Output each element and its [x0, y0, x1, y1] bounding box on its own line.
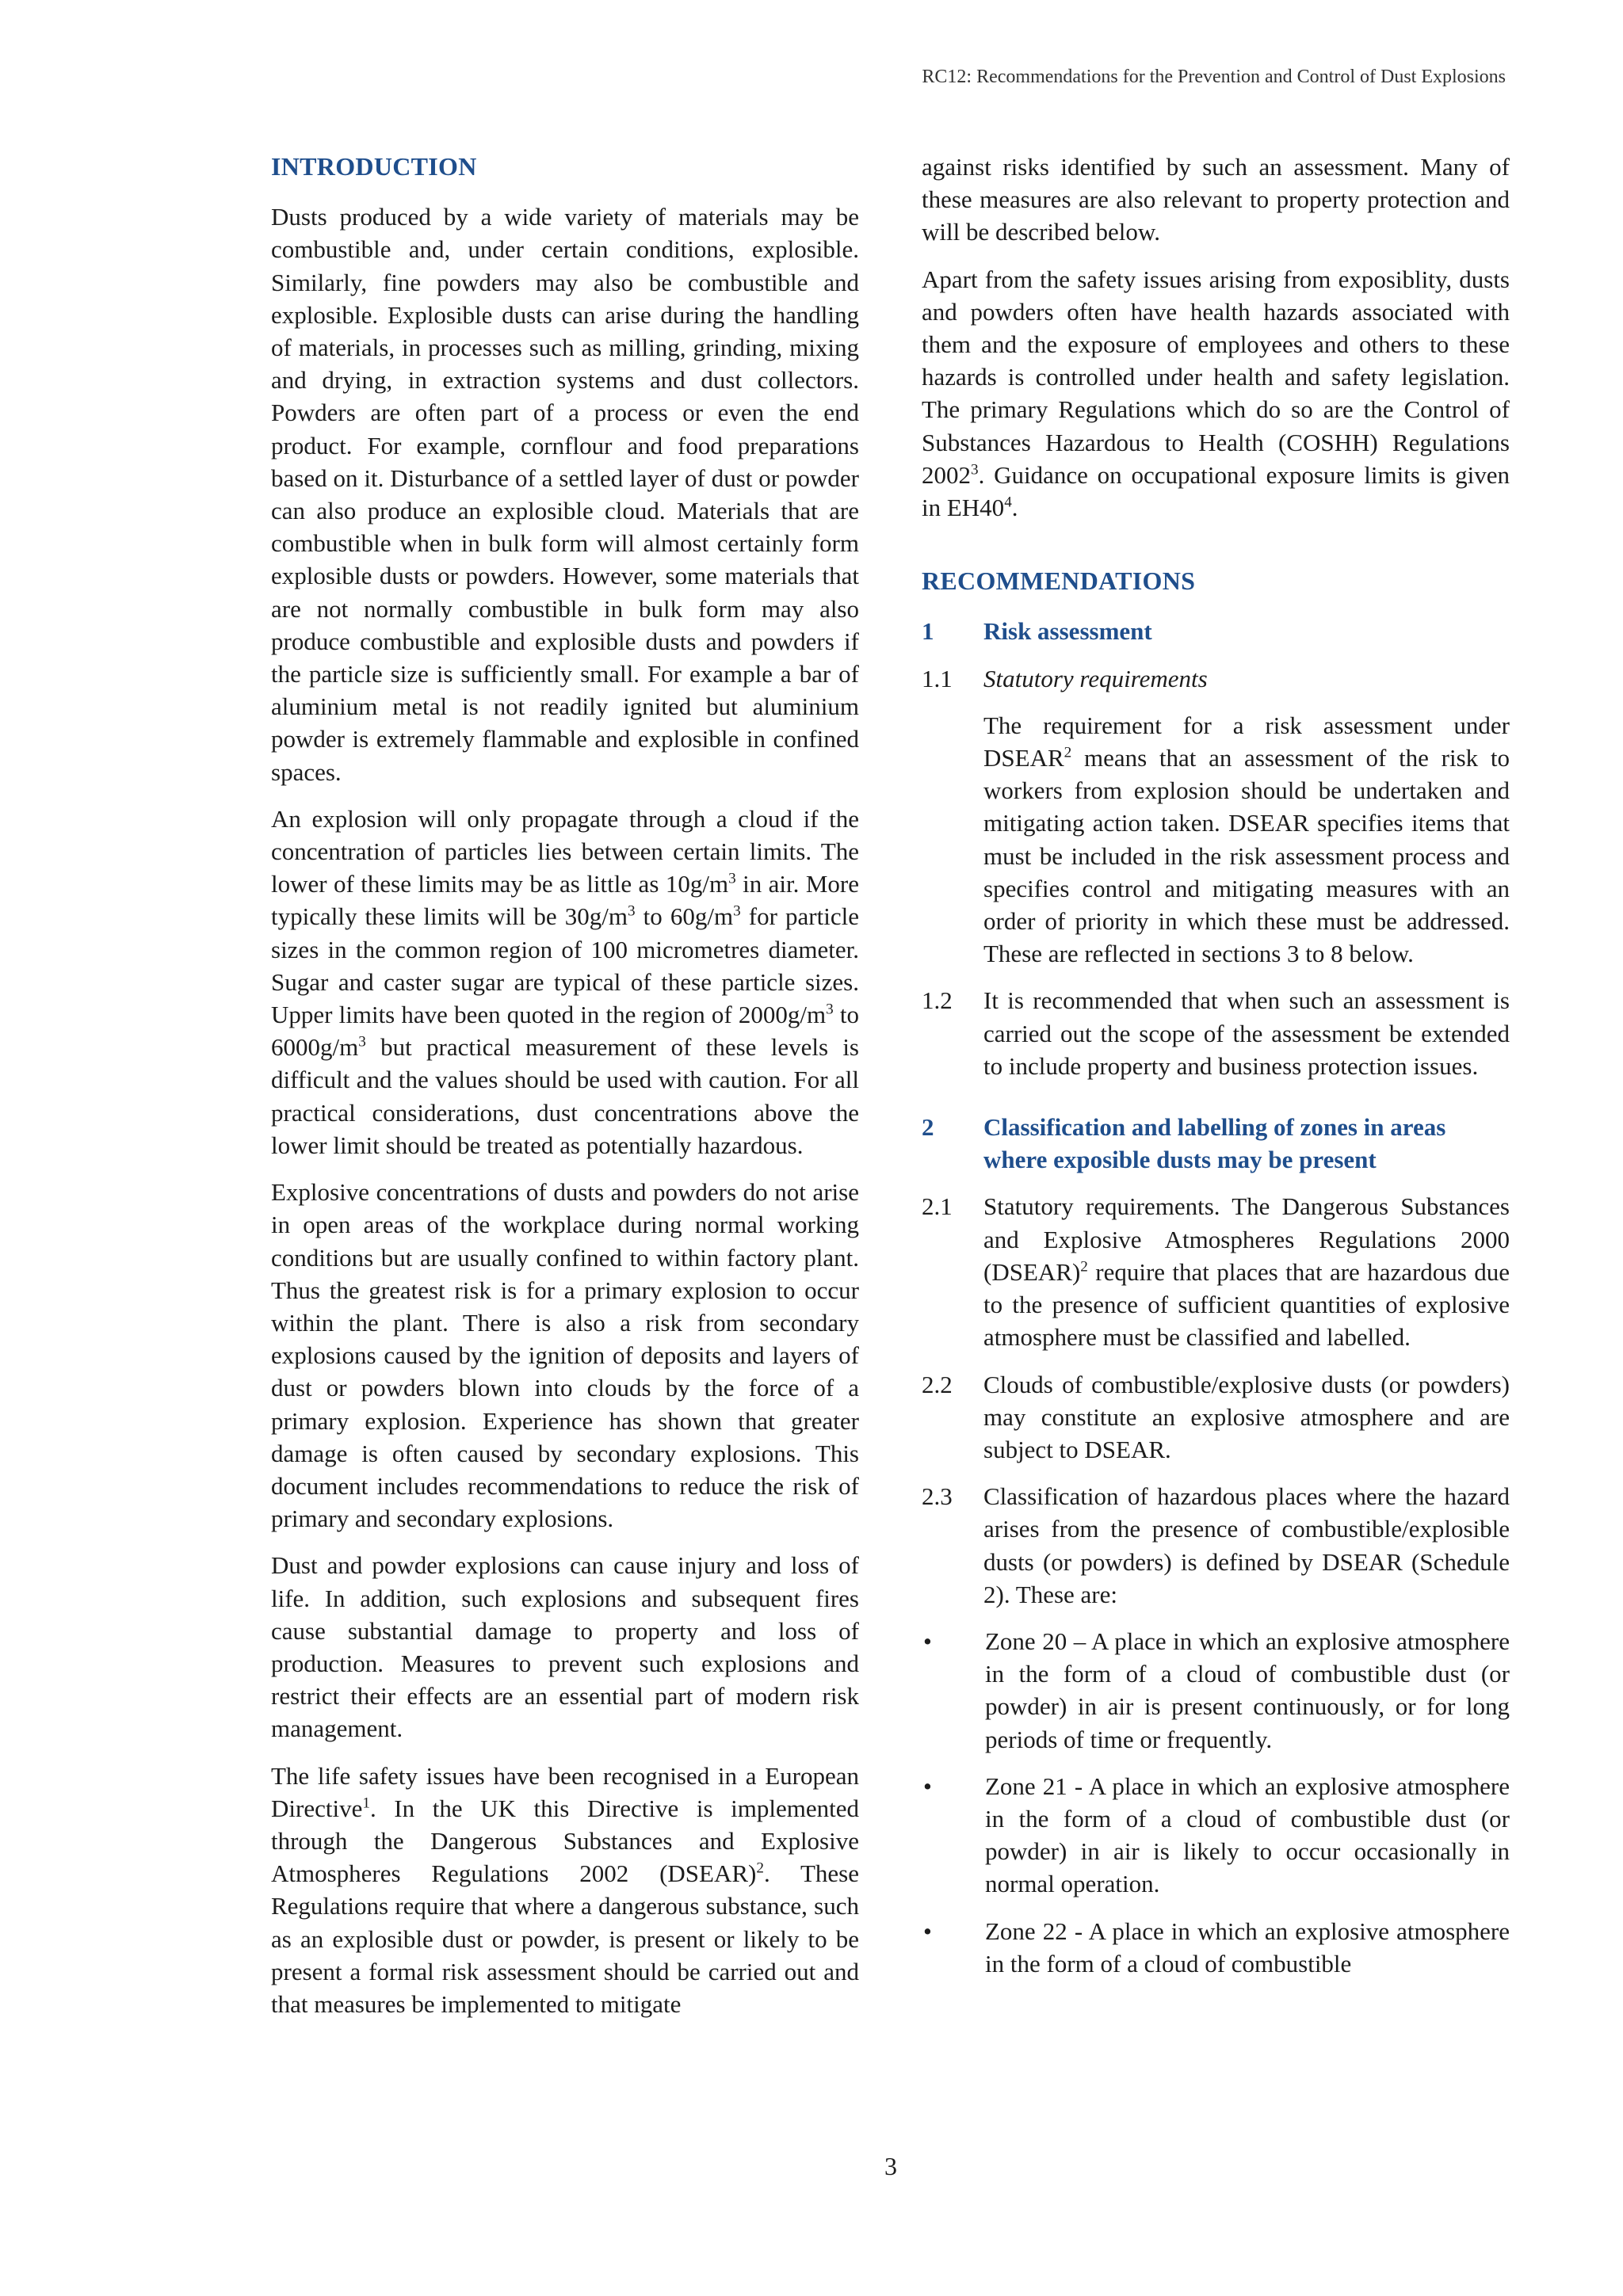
section-1-heading	[922, 615, 1510, 647]
section-2-heading	[922, 1111, 1510, 1176]
introduction-heading: INTRODUCTION	[271, 152, 477, 181]
zone-22-bullet	[922, 1915, 1510, 1980]
item-2-2-number: 2.2	[922, 1370, 953, 1398]
item-1-1-body: The requirement for a risk assessment under DSEAR$^2$ means that an assessment of the risk to workers from explosion should be undertaken and mitigating action taken. DSEAR specifies items that must be included in the risk assessment process and specifies control and mitigating measures with an order of priority in which these must be addressed. These are reflected in sections 3 to 8 below.	[983, 711, 1510, 968]
zone-20-bullet	[922, 1625, 1510, 1756]
continued-paragraph: against risks identified by such an assessment. Many of these measures are also relevant to property protection and will be described below.	[922, 153, 1510, 246]
section-2-title: Classification and labelling of zones in areas where exposible dusts may be present	[983, 1113, 1446, 1174]
item-2-3-number: 2.3	[922, 1482, 953, 1511]
health-hazards-paragraph: Apart from the safety issues arising from exposiblity, dusts and powders often have health hazards associated with them and the exposure of employees and others to these hazards is controlled under health and safety legislation. The primary Regulations which do so are the Control of Substances Hazardous to Health (COSHH) Regulations 2002$^3$. Guidance on occupational exposure limits is given in $EH40^4$.	[922, 265, 1510, 522]
intro-paragraph-5: The life safety issues have been recognised in a European Directive$^1$. In the UK this Directive is implemented through the Dangerous Substances and Explosive Atmospheres Regulations 2002 (DSEAR)$^2$. These Regulations require that where a dangerous substance, such as an explosible dust or powder, is present or likely to be present a formal risk assessment should be carried out and that measures be implemented to mitigate	[271, 1761, 859, 2018]
item-1-1	[922, 662, 1510, 695]
running-header: RC12: Recommendations for the Prevention and Control of Dust Explosions	[922, 67, 1506, 87]
item-1-2	[922, 984, 1510, 1082]
item-1-2-number: 1.2	[922, 986, 953, 1015]
bullet-icon: •	[923, 1772, 932, 1800]
bullet-icon: •	[923, 1917, 932, 1945]
item-1-1-title: Statutory requirements	[983, 664, 1208, 692]
intro-paragraph-1: Dusts produced by a wide variety of materials may be combustible and, under certain conditions, explosible. Similarly, fine powders may also be combustible and explosible. Explosible dusts can arise during the handling of materials, in processes such as milling, grinding, mixing and drying, in extraction systems and dust collectors. Powders are often part of a process or even the end product. For example, cornflour and food preparations based on it. Disturbance of a settled layer of dust or powder can also produce an explosible cloud. Materials that are combustible when in bulk form will almost certainly form explosible dusts or powders. However, some materials that are not normally combustible in bulk form may also produce combustible and explosible dusts and powders if the particle size is sufficiently small. For example a bar of aluminium metal is not readily ignited but aluminium powder is extremely flammable and explosible in confined spaces.	[271, 203, 859, 786]
section-1-number: 1	[922, 617, 934, 646]
zone-21-bullet	[922, 1770, 1510, 1901]
item-2-1	[922, 1190, 1510, 1353]
item-2-2-text: Clouds of combustible/explosive dusts (or powders) may constitute an explosive atmosphere and are subject to DSEAR.	[983, 1370, 1510, 1463]
item-2-3	[922, 1480, 1510, 1611]
recommendations-heading: RECOMMENDATIONS	[922, 566, 1196, 596]
bullet-icon: •	[923, 1627, 932, 1655]
section-1-title: Risk assessment	[983, 617, 1152, 646]
left-column	[271, 151, 859, 2035]
intro-paragraph-3: Explosive concentrations of dusts and powders do not arise in open areas of the workplace during normal working conditions but are usually confined to within factory plant. Thus the greatest risk is for a primary explosion to occur within the plant. There is also a risk from secondary explosions caused by the ignition of deposits and layers of dust or powders blown into clouds by the force of a primary explosion. Experience has shown that greater damage is often caused by secondary explosions. This document includes recommendations to reduce the risk of primary and secondary explosions.	[271, 1178, 859, 1533]
right-column	[922, 151, 1510, 1994]
item-1-1-number: 1.1	[922, 664, 953, 692]
item-2-1-text: Statutory requirements. The Dangerous Substances and Explosive Atmospheres Regulations 2000 (DSEAR)$^2$ require that places that are hazardous due to the presence of sufficient quantities of explosive atmosphere must be classified and labelled.	[983, 1192, 1510, 1352]
section-2-number: 2	[922, 1113, 934, 1142]
item-1-2-text: It is recommended that when such an assessment is carried out the scope of the assessment be extended to include property and business protection issues.	[983, 986, 1510, 1080]
zone-21-text: Zone 21 - A place in which an explosive atmosphere in the form of a cloud of combustible dust (or powder) in air is likely to occur occasionally in normal operation.	[985, 1772, 1510, 1898]
zone-20-text: Zone 20 – A place in which an explosive atmosphere in the form of a cloud of combustible dust (or powder) in air is present continuously, or for long periods of time or frequently.	[985, 1627, 1510, 1753]
page-number: 3	[884, 2152, 897, 2180]
item-2-1-number: 2.1	[922, 1192, 953, 1221]
intro-paragraph-2: An explosion will only propagate through a cloud if the concentration of particles lies between certain limits. The lower of these limits may be as little as $10g/m^3$ in air. More typically these limits will be $30g/m^3$ to $60g/m^3$ for particle sizes in the common region of 100 micrometres diameter. Sugar and caster sugar are typical of these particle sizes. Upper limits have been quoted in the region of $2000g/m^3$ to $6000g/m^3$ but practical measurement of these levels is difficult and the values should be used with caution. For all practical considerations, dust concentrations above the lower limit should be treated as potentially hazardous.	[271, 804, 859, 1159]
intro-paragraph-4: Dust and powder explosions can cause injury and loss of life. In addition, such explosions and subsequent fires cause substantial damage to property and loss of production. Measures to prevent such explosions and restrict their effects are an essential part of modern risk management.	[271, 1551, 859, 1743]
item-2-3-text: Classification of hazardous places where the hazard arises from the presence of combustible/explosible dusts (or powders) is defined by DSEAR (Schedule 2). These are:	[983, 1482, 1510, 1608]
zone-22-text: Zone 22 - A place in which an explosive atmosphere in the form of a cloud of combustible	[985, 1917, 1510, 1978]
item-2-2	[922, 1368, 1510, 1466]
